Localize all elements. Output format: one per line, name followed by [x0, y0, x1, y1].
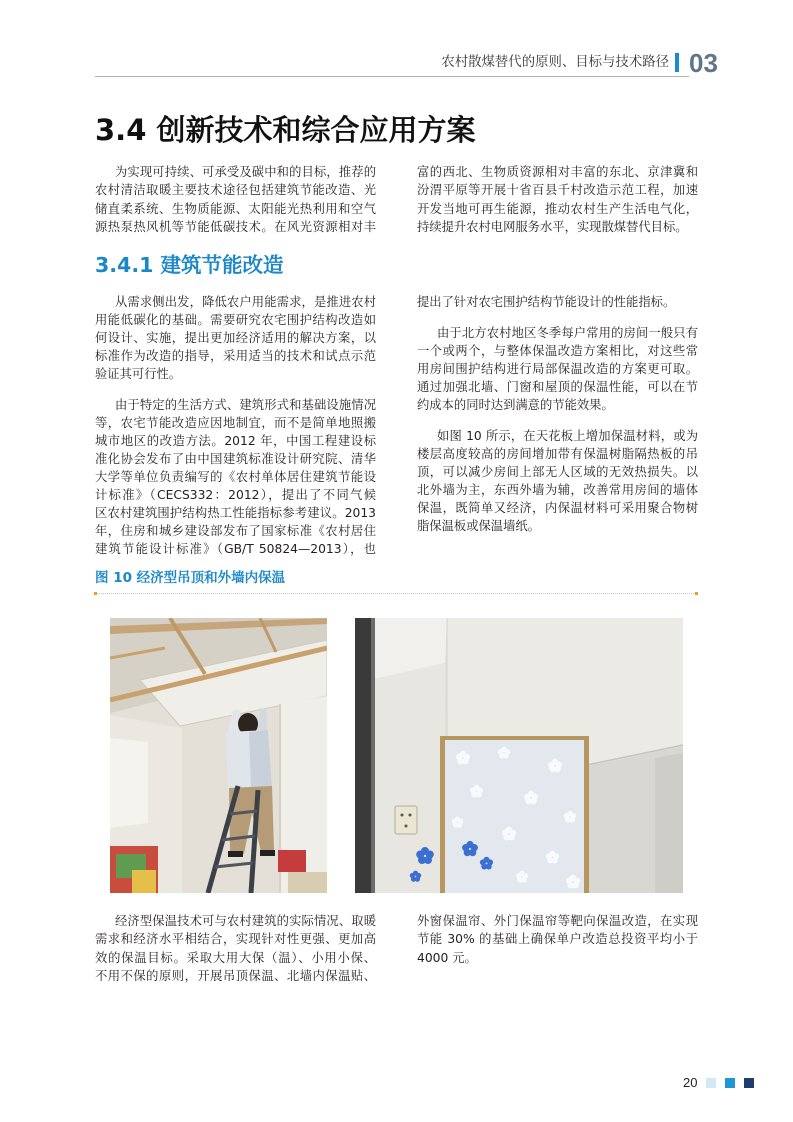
paragraph [95, 396, 376, 558]
body-text-line: 如图 10 所示，在天花板上增加保温材料，或为 [437, 429, 698, 443]
body-text-line: 富的西北、生物质资源相对丰富的东北、京津冀和 [417, 165, 698, 179]
body-text-line: 北外墙为主，东西外墙为辅，改善常用房间的墙体 [417, 483, 698, 497]
chapter-number: 03 [689, 48, 718, 78]
body-text-line: 汾渭平原等开展十省百县千村改造示范工程，加速 [417, 183, 698, 198]
body-text-line: 为实现可持续、可承受及碳中和的目标，推荐的 [115, 165, 376, 179]
wall-photo-drawing [355, 618, 683, 893]
paragraph [95, 293, 376, 383]
photo-wall-insulation [355, 618, 683, 893]
header-accent-bar [675, 53, 679, 72]
paragraph [417, 293, 698, 311]
body-text-line: 楼层高度较高的房间增加带有保温树脂隔热板的吊 [417, 447, 698, 461]
body-text-line: 源热泵热风机等节能低碳技术。在风光资源相对丰 [95, 220, 376, 235]
subsection-title: 3.4.1 建筑节能改造 [95, 253, 284, 277]
body-text-line: 年，住房和城乡建设部发布了国家标准《农村居住 [95, 524, 376, 538]
body-text-line: 建筑节能设计标准》（GB/T 50824—2013），也 [95, 542, 376, 556]
body-text-line: 外窗保温帘、外门保温帘等靶向保温改造，在实现 [417, 914, 698, 928]
figure-caption: 图 10 经济型吊顶和外墙内保温 [95, 570, 286, 586]
section-title: 3.4 创新技术和综合应用方案 [95, 113, 476, 147]
body-text-line: 4000 元。 [417, 950, 477, 965]
body-text-line: 用房间围护结构进行局部保温改造的方案更可取。 [417, 362, 698, 376]
body-text-line: 准化协会发布了由中国建筑标准设计研究院、清华 [95, 452, 376, 466]
footer-square-light [706, 1078, 716, 1088]
closing-left-column [95, 912, 376, 999]
paragraph [417, 912, 698, 967]
ceiling-photo-drawing [110, 618, 327, 893]
header-divider [95, 76, 689, 77]
body-text-line: 区农村建筑围护结构热工性能指标参考建议。2013 [95, 506, 376, 520]
body-text-line: 顶，可以减少房间上部无人区域的无效热损失。以 [417, 465, 698, 479]
body-text-line: 持续提升农村电网服务水平，实现散煤替代目标。 [417, 220, 688, 235]
figure-marker-right [695, 592, 698, 595]
body-text-line: 验证其可行性。 [95, 367, 182, 381]
subsection-right-column [417, 293, 698, 548]
body-text-line: 由于特定的生活方式、建筑形式和基础设施情况 [115, 398, 376, 412]
body-text-line: 脂保温板或保温墙纸。 [417, 519, 540, 533]
body-text-line: 保温，既简单又经济，内保温材料可采用聚合物树 [417, 501, 698, 515]
body-text-line: 经济型保温技术可与农村建筑的实际情况、取暖 [115, 914, 376, 928]
body-text-line: 效的保温目标。采取大用大保（温）、小用小保、 [95, 950, 376, 965]
footer-square-blue [725, 1078, 735, 1088]
figure-marker-left [94, 592, 97, 595]
body-text-line: 标准作为改造的指导，采用适当的技术和试点示范 [95, 349, 376, 363]
body-text-line: 提出了针对农宅围护结构节能设计的性能指标。 [417, 295, 676, 309]
body-text-line: 一个或两个，与整体保温改造方案相比，对这些常 [417, 344, 698, 358]
body-text-line: 约成本的同时达到满意的节能效果。 [417, 398, 614, 412]
paragraph [95, 912, 376, 986]
body-text-line: 何设计、实施，提出更加经济适用的解决方案，以 [95, 331, 376, 345]
body-text-line: 从需求侧出发，降低农户用能需求，是推进农村 [115, 295, 376, 309]
closing-right-column [417, 912, 698, 980]
footer-square-dark [744, 1078, 754, 1088]
paragraph [417, 427, 698, 535]
paragraph [417, 324, 698, 414]
figure-divider [95, 593, 698, 594]
wall-outlet [395, 806, 417, 834]
subsection-left-column [95, 293, 376, 571]
body-text-line: 开发当地可再生能源，推动农村生产生活电气化， [417, 201, 698, 216]
body-text-line: 不用不保的原则，开展吊顶保温、北墙内保温贴、 [95, 969, 376, 984]
body-text-line: 储直柔系统、生物质能源、太阳能光热利用和空气 [95, 201, 376, 216]
body-text-line: 城市地区的改造方法。2012 年，中国工程建设标 [95, 434, 376, 448]
paragraph [417, 163, 698, 237]
body-text-line: 需求和经济水平相结合，实现针对性更强、更加高 [95, 932, 376, 947]
photo-ceiling-insulation [110, 618, 327, 893]
intro-right-column [417, 163, 698, 250]
body-text-line: 节能 30% 的基础上确保单户改造总投资平均小于 [417, 932, 698, 947]
body-text-line: 大学等单位负责编写的《农村单体居住建筑节能设 [95, 470, 376, 484]
body-text-line: 通过加强北墙、门窗和屋顶的保温性能，可以在节 [417, 380, 698, 394]
chapter-title: 农村散煤替代的原则、目标与技术路径 [441, 55, 669, 70]
body-text-line: 计标准》（CECS332：2012），提出了不同气候 [95, 488, 376, 502]
body-text-line: 农村清洁取暖主要技术途径包括建筑节能改造、光 [95, 183, 376, 198]
intro-left-column [95, 163, 376, 250]
body-text-line: 由于北方农村地区冬季每户常用的房间一般只有 [437, 326, 698, 340]
page-number: 20 [683, 1075, 698, 1090]
body-text-line: 等，农宅节能改造应因地制宜，而不是简单地照搬 [95, 416, 376, 430]
paragraph [95, 163, 376, 237]
body-text-line: 用能低碳化的基础。需要研究农宅围护结构改造如 [95, 313, 376, 327]
